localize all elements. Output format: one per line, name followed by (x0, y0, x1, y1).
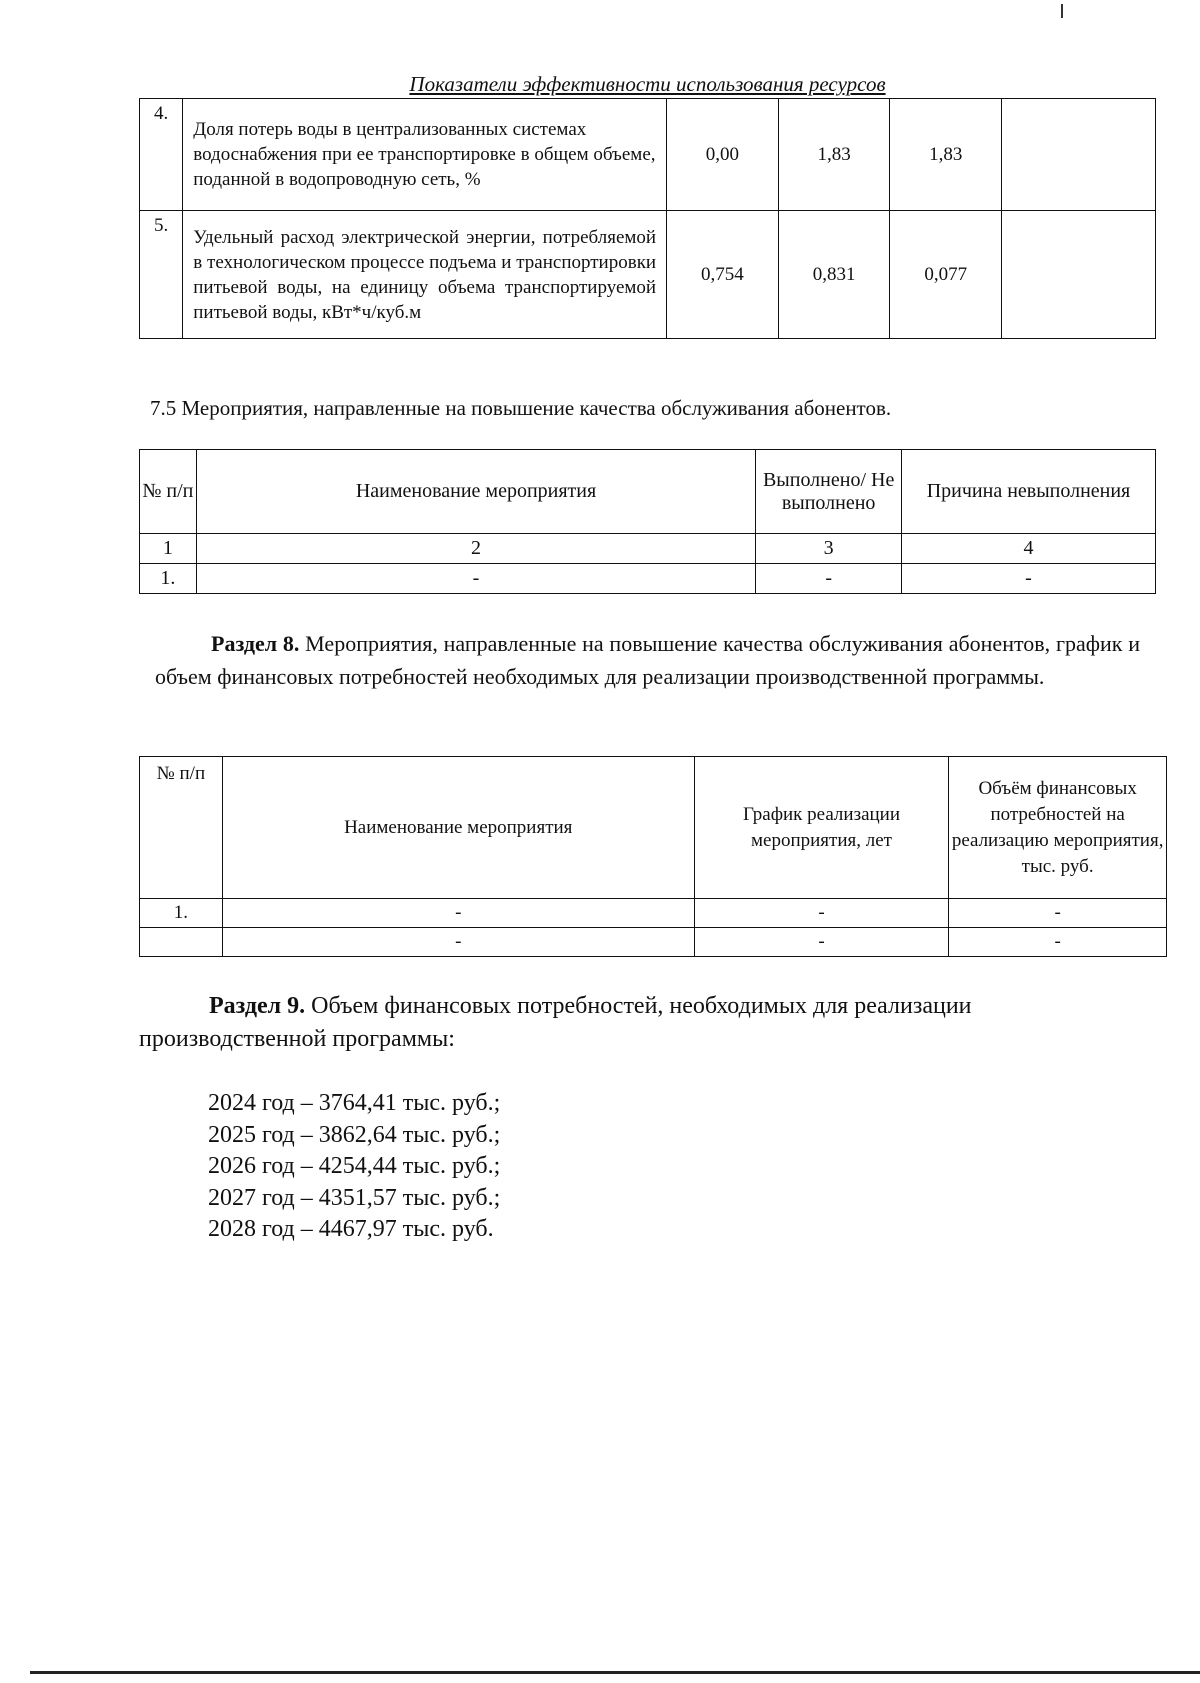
numbering-row (140, 534, 1156, 564)
empty-cell (1002, 211, 1156, 339)
value-cell: 0,831 (778, 211, 890, 339)
header-number: № п/п (140, 450, 197, 534)
row-number: 5. (140, 211, 183, 339)
table-row (140, 899, 1167, 928)
table-cell: - (694, 899, 949, 928)
list-item: 2028 год – 4467,97 тыс. руб. (208, 1216, 494, 1242)
table-cell: - (694, 928, 949, 957)
header-done: Выполнено/ Не выполнено (756, 450, 902, 534)
header-name: Наименование мероприятия (222, 757, 694, 899)
header-reason: Причина невыполнения (901, 450, 1155, 534)
indicator-name: Доля потерь воды в централизованных системах водоснабжения при ее транспортировке в общем объеме, поданной в водопроводную сеть, % (183, 99, 667, 211)
row-number: 4. (140, 99, 183, 211)
table-cell: - (222, 928, 694, 957)
column-number: 2 (196, 534, 756, 564)
table-caption: Показатели эффективности использования ресурсов (409, 72, 886, 96)
table-cell: - (949, 899, 1167, 928)
column-number: 4 (901, 534, 1155, 564)
header-name: Наименование мероприятия (196, 450, 756, 534)
value-cell: 1,83 (778, 99, 890, 211)
column-number: 3 (756, 534, 902, 564)
table-cell: - (756, 564, 902, 594)
table-cell: - (196, 564, 756, 594)
list-item: 2025 год – 3862,64 тыс. руб.; (208, 1121, 501, 1148)
header-row (140, 450, 1156, 534)
section-8-paragraph (155, 627, 1140, 693)
yearly-amounts-list (208, 1088, 500, 1246)
financial-needs-table (139, 756, 1167, 957)
empty-cell (1002, 99, 1156, 211)
value-cell: 0,754 (667, 211, 779, 339)
table-row (140, 99, 1156, 211)
table-cell: - (222, 899, 694, 928)
header-row (140, 757, 1167, 899)
table-cell: 1. (140, 564, 197, 594)
section-text: Объем финансовых потребностей, необходимых для реализации производственной программы: (139, 993, 972, 1052)
efficiency-table (139, 98, 1156, 339)
list-item: 2027 год – 4351,57 тыс. руб.; (208, 1184, 501, 1211)
table-row (140, 564, 1156, 594)
indicator-name: Удельный расход электрической энергии, потребляемой в технологическом процессе подъема и транспортировки питьевой воды, на единицу объема транспортируемой питьевой воды, кВт*ч/куб.м (183, 211, 667, 339)
table-cell: - (949, 928, 1167, 957)
header-financing: Объём финансовых потребностей на реализацию мероприятия, тыс. руб. (949, 757, 1167, 899)
value-cell: 0,00 (667, 99, 779, 211)
table-row (140, 211, 1156, 339)
header-number: № п/п (140, 757, 223, 899)
section-label: Раздел 9. (209, 993, 306, 1019)
value-cell: 0,077 (890, 211, 1002, 339)
table-cell (140, 928, 223, 957)
header-schedule: График реализации мероприятия, лет (694, 757, 949, 899)
section-9-paragraph (139, 990, 1139, 1056)
measures-status-table (139, 449, 1156, 594)
list-item: 2024 год – 3764,41 тыс. руб.; (208, 1090, 501, 1116)
section-label: Раздел 8. (211, 631, 300, 656)
list-item: 2026 год – 4254,44 тыс. руб.; (208, 1153, 501, 1179)
section-7-5-title: 7.5 Мероприятия, направленные на повышение качества обслуживания абонентов. (150, 396, 892, 420)
table-row (140, 928, 1167, 957)
table-cell: - (901, 564, 1155, 594)
scan-mark (1061, 4, 1063, 18)
page-bottom-rule (30, 1671, 1200, 1674)
value-cell: 1,83 (890, 99, 1002, 211)
table-cell: 1. (140, 899, 223, 928)
column-number: 1 (140, 534, 197, 564)
section-text: Мероприятия, направленные на повышение качества обслуживания абонентов, график и объем финансовых потребностей необходимых для реализации производственной программы. (155, 631, 1140, 689)
